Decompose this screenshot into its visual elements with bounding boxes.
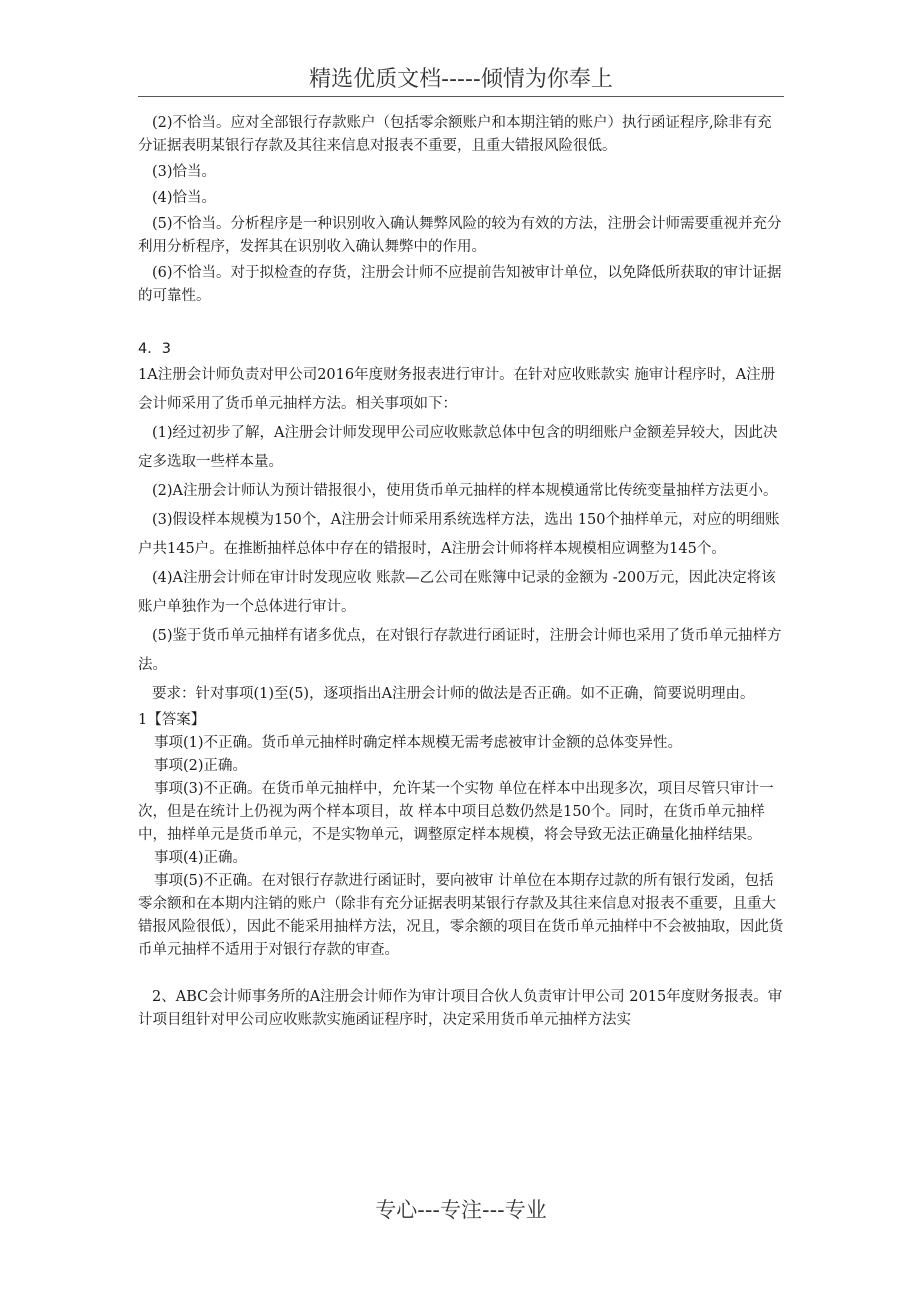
answer-item-6: (6)不恰当。对于拟检查的存货，注册会计师不应提前告知被审计单位，以免降低所获取的审计证据的可靠性。 [138,265,782,304]
answer-line: 事项(2)正确。 [154,758,248,774]
question-item: (5)鉴于货币单元抽样有诸多优点，在对银行存款进行函证时，注册会计师也采用了货币单元抽样方法。 [138,628,782,673]
question-block [138,361,784,709]
answer-line: 事项(1)不正确。货币单元抽样时确定样本规模无需考虑被审计金额的总体变异性。 [154,735,683,751]
question-2-paragraph: 2、ABC会计师事务所的A注册会计师作为审计项目合伙人负责审计甲公司 2015年度财务报表。审计项目组针对甲公司应收账款实施函证程序时，决定采用货币单元抽样方法实 [138,989,783,1028]
question-item: (4)A注册会计师在审计时发现应收 账款—乙公司在账簿中记录的金额为 -200万元，因此决定将该账户单独作为一个总体进行审计。 [138,570,776,615]
page-footer: 专心---专注---专业 [375,1198,547,1222]
answer-line: 事项(4)正确。 [154,850,248,866]
question-item: (1)经过初步了解，A注册会计师发现甲公司应收账款总体中包含的明细账户金额差异较大，因此决定多选取一些样本量。 [138,425,778,470]
answer-label: 1【答案】 [138,712,206,728]
answer-item-5: (5)不恰当。分析程序是一种识别收入确认舞弊风险的较为有效的方法，注册会计师需要重视并充分利用分析程序，发挥其在识别收入确认舞弊中的作用。 [138,216,782,255]
section-title: 4．3 [138,341,171,357]
question-item: (2)A注册会计师认为预计错报很小，使用货币单元抽样的样本规模通常比传统变量抽样方法更小。 [152,483,778,499]
page-header: 精选优质文档-----倾情为你奉上 [309,67,613,92]
question-item: (3)假设样本规模为150个，A注册会计师采用系统选样方法，选出 150个抽样单元，对应的明细账户共145户。在推断抽样总体中存在的错报时，A注册会计师将样本规模相应调整为145个。 [138,512,780,557]
answer-line: 事项(5)不正确。在对银行存款进行函证时，要向被审 计单位在本期存过款的所有银行发函，包括零余额和在本期内注销的账户（除非有充分证据表明某银行存款及其往来信息对报表不重要，且重大错报风险很低），因此不能采用抽样方法，况且，零余额的项目在货币单元抽样中不会被抽取，因此货币单元抽样不适用于对银行存款的审查。 [138,873,784,958]
answer-item-2: (2)不恰当。应对全部银行存款账户（包括零余额账户和本期注销的账户）执行函证程序,除非有充分证据表明某银行存款及其往来信息对报表不重要，且重大错报风险很低。 [138,115,772,154]
document-body [138,112,784,1032]
question-intro: 1A注册会计师负责对甲公司2016年度财务报表进行审计。在针对应收账款实 施审计程序时，A注册会计师采用了货币单元抽样方法。相关事项如下： [138,367,776,412]
question-requirement: 要求：针对事项(1)至(5)，逐项指出A注册会计师的做法是否正确。如不正确，简要说明理由。 [152,686,755,702]
header-divider [138,96,784,97]
answer-line: 事项(3)不正确。在货币单元抽样中，允许某一个实物 单位在样本中出现多次，项目尽管只审计一次，但是在统计上仍视为两个样本项目，故 样本中项目总数仍然是150个。同时，在货币单元抽样中，抽样单元是货币单元，不是实物单元，调整原定样本规模，将会导致无法正确量化抽样结果。 [138,781,774,843]
answer-item-4: (4)恰当。 [152,190,217,206]
answer-item-3: (3)恰当。 [152,164,217,180]
